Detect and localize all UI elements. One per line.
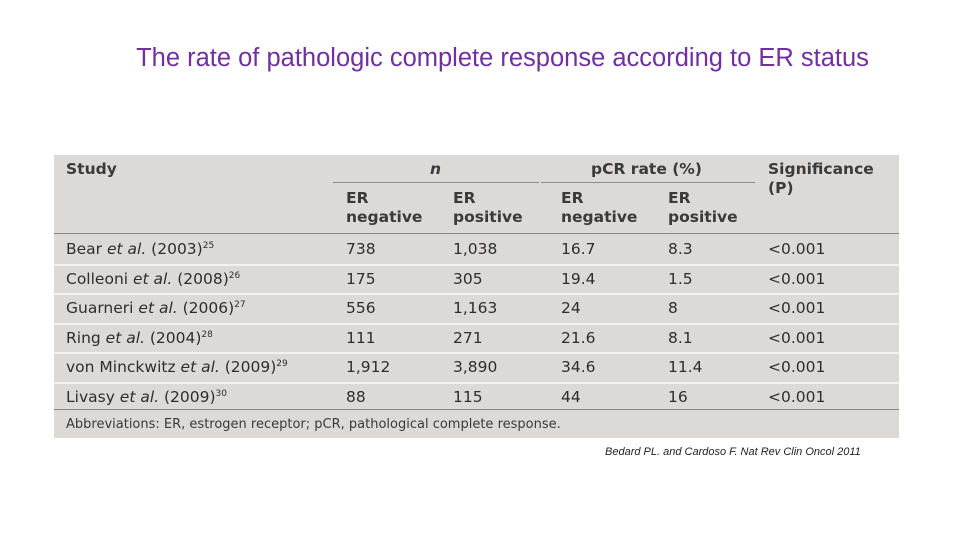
- header-significance-p: (P): [768, 179, 794, 197]
- row-divider: [54, 382, 899, 384]
- cell-n-neg: 738: [346, 240, 376, 258]
- study-author: von Minckwitz: [66, 358, 176, 376]
- cell-n-pos: 1,163: [453, 299, 498, 317]
- study-etal: et al.: [175, 358, 220, 376]
- cell-pcr-neg: 44: [561, 387, 581, 406]
- cell-p: <0.001: [768, 358, 826, 376]
- table-footnote: Abbreviations: ER, estrogen receptor; pCR, pathological complete response.: [66, 417, 561, 432]
- header-pcr-positive: positive: [668, 208, 738, 226]
- header-divider-pcr: [541, 182, 755, 183]
- study-etal: et al.: [114, 387, 160, 406]
- study-author: Bear: [66, 240, 103, 258]
- study-cell: [66, 270, 240, 288]
- header-pcr-er-pos: ER: [668, 189, 691, 207]
- cell-n-pos: 3,890: [453, 358, 498, 376]
- body-bottom-rule: [54, 409, 899, 410]
- study-year: (2003): [146, 240, 203, 258]
- study-year: (2009): [159, 387, 216, 406]
- cell-n-neg: 88: [346, 387, 366, 406]
- cell-p: <0.001: [768, 299, 826, 317]
- row-divider: [54, 264, 899, 266]
- study-cell: [66, 299, 246, 317]
- study-reference: 26: [228, 270, 241, 281]
- cell-p: <0.001: [768, 328, 826, 347]
- cell-n-pos: 305: [453, 269, 483, 288]
- header-pcr-negative: negative: [561, 208, 638, 226]
- study-author: Ring: [66, 328, 101, 347]
- study-reference: 28: [201, 329, 213, 340]
- study-year: (2008): [172, 269, 229, 288]
- study-year: (2009): [219, 358, 277, 376]
- study-reference: 30: [215, 388, 227, 399]
- study-year: (2004): [144, 328, 202, 347]
- cell-pcr-neg: 34.6: [561, 358, 596, 376]
- cell-n-neg: 556: [346, 299, 376, 317]
- header-significance: Significance: [768, 160, 874, 178]
- cell-n-pos: 1,038: [453, 240, 498, 258]
- slide-title: The rate of pathologic complete response according to ER status: [136, 44, 869, 72]
- cell-pcr-pos: 16: [668, 387, 688, 406]
- study-etal: et al.: [100, 328, 145, 347]
- study-cell: [66, 388, 227, 406]
- study-author: Livasy: [66, 387, 115, 406]
- row-divider: [54, 293, 899, 295]
- study-etal: et al.: [128, 269, 173, 288]
- row-divider: [54, 323, 899, 325]
- cell-n-pos: 271: [453, 328, 483, 347]
- cell-n-neg: 175: [346, 269, 376, 288]
- study-year: (2006): [177, 299, 235, 317]
- study-etal: et al.: [133, 299, 178, 317]
- cell-n-neg: 1,912: [346, 358, 391, 376]
- cell-n-pos: 115: [453, 387, 483, 406]
- header-bottom-rule: [54, 233, 899, 234]
- study-author: Colleoni: [66, 269, 129, 288]
- study-reference: 29: [276, 358, 288, 369]
- cell-pcr-pos: 8: [668, 299, 678, 317]
- header-n-er-neg: ER: [346, 189, 369, 207]
- cell-pcr-neg: 16.7: [561, 240, 596, 258]
- study-cell: [66, 240, 214, 258]
- cell-pcr-pos: 8.1: [668, 328, 693, 347]
- header-n-negative: negative: [346, 208, 423, 226]
- header-study: Study: [66, 160, 117, 178]
- study-cell: [66, 358, 288, 376]
- study-reference: 27: [234, 299, 246, 310]
- cell-pcr-pos: 8.3: [668, 240, 693, 258]
- study-cell: [66, 329, 213, 347]
- cell-p: <0.001: [768, 269, 826, 288]
- cell-pcr-neg: 21.6: [561, 328, 596, 347]
- cell-pcr-neg: 24: [561, 299, 581, 317]
- study-author: Guarneri: [66, 299, 134, 317]
- header-n-er-pos: ER: [453, 189, 476, 207]
- study-etal: et al.: [102, 240, 147, 258]
- row-divider: [54, 352, 899, 354]
- header-n: n: [430, 160, 442, 178]
- header-pcr-er-neg: ER: [561, 189, 584, 207]
- cell-p: <0.001: [768, 387, 826, 406]
- cell-n-neg: 111: [346, 328, 376, 347]
- source-citation: Bedard PL. and Cardoso F. Nat Rev Clin Oncol 2011: [605, 446, 861, 458]
- cell-p: <0.001: [768, 240, 826, 258]
- header-pcr-rate: pCR rate (%): [591, 160, 702, 178]
- header-n-positive: positive: [453, 208, 523, 226]
- cell-pcr-neg: 19.4: [561, 269, 596, 288]
- pcr-table: [54, 155, 899, 438]
- cell-pcr-pos: 11.4: [668, 358, 703, 376]
- study-reference: 25: [202, 240, 215, 251]
- header-divider-n: [333, 182, 539, 183]
- cell-pcr-pos: 1.5: [668, 269, 693, 288]
